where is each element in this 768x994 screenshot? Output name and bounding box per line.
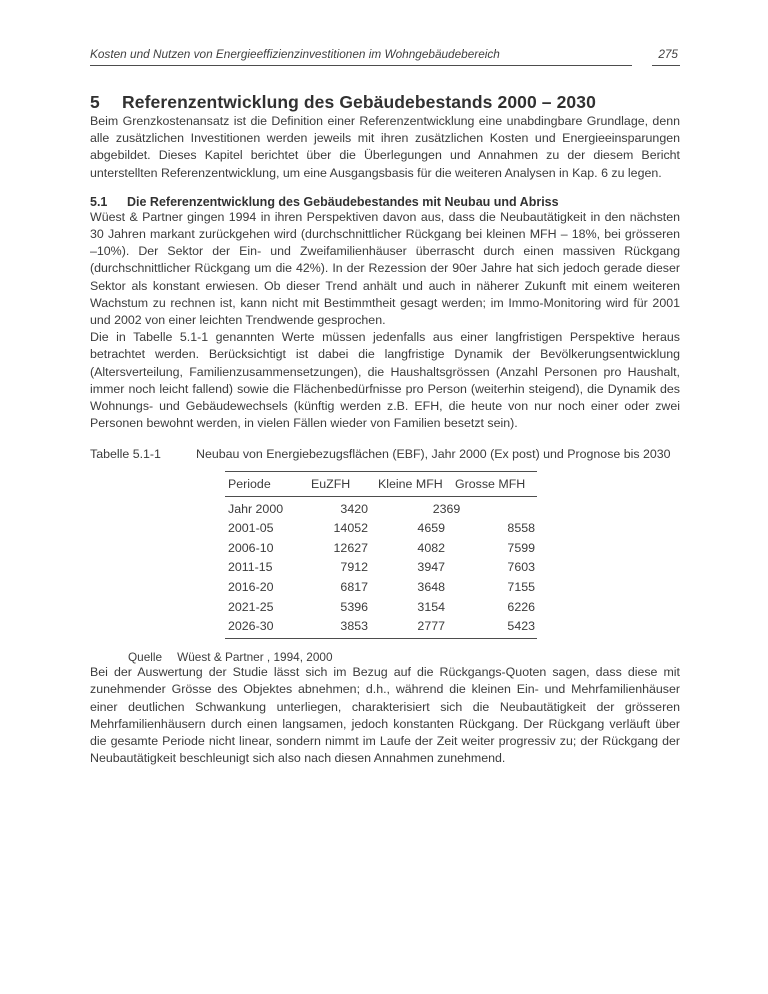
cell-kleine-mfh: 3648 xyxy=(417,580,445,595)
table-row xyxy=(225,616,537,638)
running-header xyxy=(90,47,680,66)
paragraph-auswertung: Bei der Auswertung der Studie lässt sich im Bezug auf die Rückgangs-Quoten sagen, dass diese mit zunehmender Grösse des Objektes abnehmen; d.h., während die kleinen Ein- und Mehrfamilienhäuser einer deutlichen Schwankung unterliegen, charakterisiert sich die Neubautätigkeit der grösseren Mehrfamilienhäusern durch einen langsamen, jedoch konstanten Rückgang. Der Rückgang verläuft über die gesamte Periode nicht linear, sondern nimmt im Laufe der Zeit weiter progressiv zu; der Rückgang der Neubautätigkeit beschleunigt sich also nach diesen Annahmen zunehmend. xyxy=(90,665,680,766)
cell-grosse-mfh: 8558 xyxy=(507,521,535,536)
cell-kleine-mfh: 4659 xyxy=(417,521,445,536)
table-caption-label: Tabelle 5.1-1 xyxy=(90,447,161,462)
cell-grosse-mfh: 7603 xyxy=(507,560,535,575)
paragraph-wuest-partner: Wüest & Partner gingen 1994 in ihren Perspektiven davon aus, dass die Neubautätigkeit in den nächsten 30 Jahren markant zurückgehen wird (durchschnittlicher Rückgang bei kleinen MFH – 18%, bei grösseren –10%). Der Sektor der Ein- und Zweifamilienhäuser überrascht durch einen massiven Rückgang (durchschnittlicher Rückgang um die 42%). In der Rezession der 90er Jahre hat sich jedoch gerade dieser Sektor als konstant erwiesen. Ob dieser Trend anhält und auch in näherer Zukunft mit einem weiteren Wachstum zu rechnen ist, kann nicht mit Bestimmtheit gesagt werden; im Immo-Monitoring wird für 2001 und 2002 von einer leichten Trendwende gesprochen. xyxy=(90,209,680,328)
cell-periode: 2001-05 xyxy=(228,521,274,536)
table-row xyxy=(225,577,537,597)
section-number: 5.1 xyxy=(90,194,108,209)
column-header-euzfh: EuZFH xyxy=(303,471,370,496)
cell-mfh-merged: 2369 xyxy=(432,501,461,516)
table-row xyxy=(225,496,537,518)
column-header-periode: Periode xyxy=(225,471,303,496)
page-number: 275 xyxy=(652,47,680,66)
cell-euzfh: 12627 xyxy=(333,540,368,555)
table-source xyxy=(128,650,680,664)
cell-grosse-mfh: 5423 xyxy=(447,616,537,638)
chapter-title: Referenzentwicklung des Gebäudebestands 2000 – 2030 xyxy=(122,92,596,112)
cell-kleine-mfh: 2777 xyxy=(370,616,447,638)
table-row xyxy=(225,558,537,578)
section-heading xyxy=(90,195,680,209)
cell-periode: Jahr 2000 xyxy=(228,501,284,516)
cell-euzfh: 14052 xyxy=(333,521,368,536)
table-row xyxy=(225,597,537,617)
source-label: Quelle xyxy=(128,650,163,665)
table-body xyxy=(225,496,537,639)
source-text: Wüest & Partner , 1994, 2000 xyxy=(177,650,333,665)
paragraph-tabelle-werte: Die in Tabelle 5.1-1 genannten Werte müssen jedenfalls aus einer langfristigen Perspektive heraus betrachtet werden. Berücksichtigt ist dabei die langfristige Dynamik der Bevölkerungsentwicklung (Altersverteilung, Familienzusammensetzungen), die Haushaltsgrössen (Anzahl Personen pro Haushalt, immer noch leicht fallend) sowie die Flächenbedürfnisse pro Person (weiterhin steigend), die Dynamik des Wohnungs- und Gebäudewechsels (künftig werden z.B. EFH, die heute von nur noch einer oder zwei Personen bewohnt werden, in vielen Fällen wieder von Familien besetzt sein). xyxy=(90,330,680,431)
column-header-kleine-mfh: Kleine MFH xyxy=(370,471,447,496)
cell-periode: 2026-30 xyxy=(225,616,303,638)
cell-kleine-mfh: 3154 xyxy=(417,599,445,614)
chapter-number: 5 xyxy=(90,92,100,112)
neubau-ebf-table xyxy=(225,471,537,640)
cell-periode: 2021-25 xyxy=(228,599,274,614)
table-caption-text: Neubau von Energiebezugsflächen (EBF), Jahr 2000 (Ex post) und Prognose bis 2030 xyxy=(196,447,671,462)
cell-euzfh: 5396 xyxy=(340,599,368,614)
cell-grosse-mfh: 7599 xyxy=(507,540,535,555)
cell-periode: 2006-10 xyxy=(228,540,274,555)
cell-grosse-mfh: 6226 xyxy=(507,599,535,614)
cell-periode: 2016-20 xyxy=(228,580,274,595)
table-row xyxy=(225,518,537,538)
cell-grosse-mfh: 7155 xyxy=(507,580,535,595)
table-header-row xyxy=(225,471,537,496)
cell-euzfh: 3853 xyxy=(303,616,370,638)
cell-euzfh: 7912 xyxy=(340,560,368,575)
paragraph-intro: Beim Grenzkostenansatz ist die Definition einer Referenzentwicklung eine unabdingbare Grundlage, denn alle zusätzlichen Investitionen werden jeweils mit ihren zusätzlichen Kosten und Energieeinsparungen abgebildet. Dieses Kapitel berichtet über die Überlegungen und Annahmen zu der diesem Bericht unterstellten Referenzentwicklung, um eine Ausgangsbasis für die weiteren Analysen in Kap. 6 zu legen. xyxy=(90,114,680,180)
cell-euzfh: 6817 xyxy=(340,580,368,595)
table-caption xyxy=(90,446,680,463)
cell-kleine-mfh: 3947 xyxy=(417,560,445,575)
running-header-title: Kosten und Nutzen von Energieeffizienzinvestitionen im Wohngebäudebereich xyxy=(90,47,632,66)
table-header xyxy=(225,471,537,496)
cell-euzfh: 3420 xyxy=(340,501,368,516)
section-title: Die Referenzentwicklung des Gebäudebestandes mit Neubau und Abriss xyxy=(127,194,559,209)
table-row xyxy=(225,538,537,558)
cell-kleine-mfh: 4082 xyxy=(417,540,445,555)
chapter-heading xyxy=(90,92,680,113)
column-header-grosse-mfh: Grosse MFH xyxy=(447,471,537,496)
cell-periode: 2011-15 xyxy=(228,560,273,575)
